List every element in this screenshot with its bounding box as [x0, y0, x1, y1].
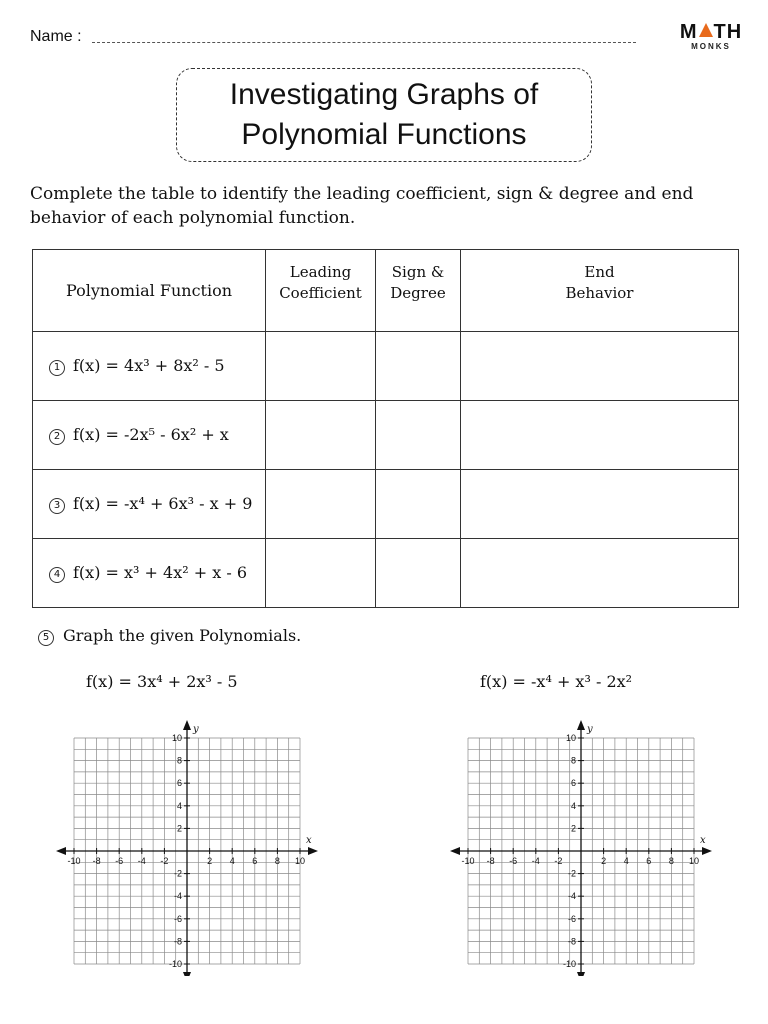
x-tick-label: -6: [509, 856, 518, 866]
question-number: 2: [49, 429, 65, 445]
answer-cell-end-behavior[interactable]: [461, 470, 739, 539]
x-tick-label: 2: [601, 856, 607, 866]
coordinate-grid-2[interactable]: [444, 712, 716, 976]
question-number: 3: [49, 498, 65, 514]
function-cell: [33, 401, 266, 470]
y-axis-label: y: [193, 724, 199, 735]
graph-2-function: f(x) = -x⁴ + x³ - 2x²: [480, 672, 633, 691]
y-tick-label: -4: [173, 891, 182, 902]
answer-cell-leading-coefficient[interactable]: [266, 539, 376, 608]
y-tick-label: 2: [176, 823, 182, 834]
name-row: [30, 28, 620, 50]
answer-cell-sign-degree[interactable]: [376, 470, 461, 539]
y-tick-label: -2: [567, 868, 576, 879]
y-tick-label: -6: [173, 913, 182, 924]
function-text: f(x) = 4x³ + 8x² - 5: [73, 356, 225, 375]
function-cell: [33, 539, 266, 608]
y-tick-label: 8: [570, 755, 576, 766]
x-axis-label: x: [306, 835, 312, 846]
x-tick-label: -2: [554, 856, 563, 866]
title-line-1: Investigating Graphs of: [229, 78, 539, 111]
name-field[interactable]: [92, 42, 636, 43]
y-tick-label: 4: [176, 800, 182, 811]
function-cell: [33, 332, 266, 401]
y-tick-label: 6: [176, 778, 182, 789]
y-tick-label: 6: [570, 778, 576, 789]
answer-cell-sign-degree[interactable]: [376, 539, 461, 608]
logo-wordmark: M TH: [679, 21, 743, 43]
arrow-down-icon: [577, 972, 585, 976]
x-tick-label: 8: [274, 856, 280, 866]
x-tick-label: -4: [137, 856, 146, 866]
arrow-up-icon: [183, 720, 191, 730]
answer-cell-sign-degree[interactable]: [376, 401, 461, 470]
y-tick-label: -6: [567, 913, 576, 924]
x-axis-label: x: [700, 835, 706, 846]
triangle-icon: [699, 23, 713, 37]
table-row: [33, 332, 739, 401]
x-tick-label: -8: [92, 856, 101, 866]
x-tick-label: 6: [252, 856, 258, 866]
question-number: 4: [49, 567, 65, 583]
arrow-down-icon: [183, 972, 191, 976]
answer-cell-end-behavior[interactable]: [461, 332, 739, 401]
x-tick-label: -10: [67, 856, 81, 866]
answer-cell-sign-degree[interactable]: [376, 332, 461, 401]
x-tick-label: -8: [486, 856, 495, 866]
y-tick-label: -8: [567, 936, 576, 947]
arrow-up-icon: [577, 720, 585, 730]
y-tick-label: 10: [565, 733, 576, 743]
header-end-behavior: End Behavior: [461, 250, 739, 332]
question-number: 5: [38, 630, 54, 646]
logo-subtitle: MONKS: [691, 42, 731, 51]
arrow-left-icon: [56, 847, 66, 855]
arrow-right-icon: [308, 847, 318, 855]
answer-cell-end-behavior[interactable]: [461, 539, 739, 608]
y-tick-label: 10: [171, 733, 182, 743]
name-label: Name :: [30, 28, 82, 45]
arrow-right-icon: [702, 847, 712, 855]
y-tick-label: 2: [570, 823, 576, 834]
instructions: Complete the table to identify the leading coefficient, sign & degree and end behavior of each polynomial function.: [30, 184, 694, 228]
x-tick-label: 2: [207, 856, 213, 866]
function-text: f(x) = -x⁴ + 6x³ - x + 9: [73, 494, 253, 513]
y-axis-label: y: [587, 724, 593, 735]
x-tick-label: -6: [115, 856, 124, 866]
header-leading-coefficient: Leading Coefficient: [266, 250, 376, 332]
x-tick-label: -10: [461, 856, 475, 866]
arrow-left-icon: [450, 847, 460, 855]
x-tick-label: 4: [623, 856, 629, 866]
answer-cell-end-behavior[interactable]: [461, 401, 739, 470]
question-5-text: Graph the given Polynomials.: [63, 626, 302, 645]
y-tick-label: 4: [570, 800, 576, 811]
x-tick-label: -2: [160, 856, 169, 866]
x-tick-label: 8: [668, 856, 674, 866]
function-text: f(x) = -2x⁵ - 6x² + x: [73, 425, 229, 444]
table-row: [33, 539, 739, 608]
x-tick-label: 10: [294, 856, 306, 866]
answer-cell-leading-coefficient[interactable]: [266, 332, 376, 401]
math-monks-logo: [676, 22, 746, 56]
y-tick-label: -4: [567, 891, 576, 902]
x-tick-label: 10: [688, 856, 700, 866]
table-row: [33, 470, 739, 539]
polynomial-table: [32, 249, 739, 608]
graph-1-function: f(x) = 3x⁴ + 2x³ - 5: [86, 672, 238, 691]
x-tick-label: -4: [531, 856, 540, 866]
y-tick-label: -8: [173, 936, 182, 947]
answer-cell-leading-coefficient[interactable]: [266, 470, 376, 539]
question-number: 1: [49, 360, 65, 376]
function-text: f(x) = x³ + 4x² + x - 6: [73, 563, 247, 582]
header-sign-degree: Sign & Degree: [376, 250, 461, 332]
title-line-2: Polynomial Functions: [241, 118, 527, 151]
y-tick-label: 8: [176, 755, 182, 766]
y-tick-label: -2: [173, 868, 182, 879]
table-header-row: [33, 250, 739, 332]
question-5: [38, 626, 301, 646]
answer-cell-leading-coefficient[interactable]: [266, 401, 376, 470]
x-tick-label: 4: [229, 856, 235, 866]
coordinate-grid-1[interactable]: [50, 712, 322, 976]
header-polynomial-function: Polynomial Function: [33, 250, 266, 332]
x-tick-label: 6: [646, 856, 652, 866]
table-row: [33, 401, 739, 470]
title-box: [176, 68, 592, 162]
function-cell: [33, 470, 266, 539]
y-tick-label: -10: [168, 959, 182, 969]
y-tick-label: -10: [562, 959, 576, 969]
